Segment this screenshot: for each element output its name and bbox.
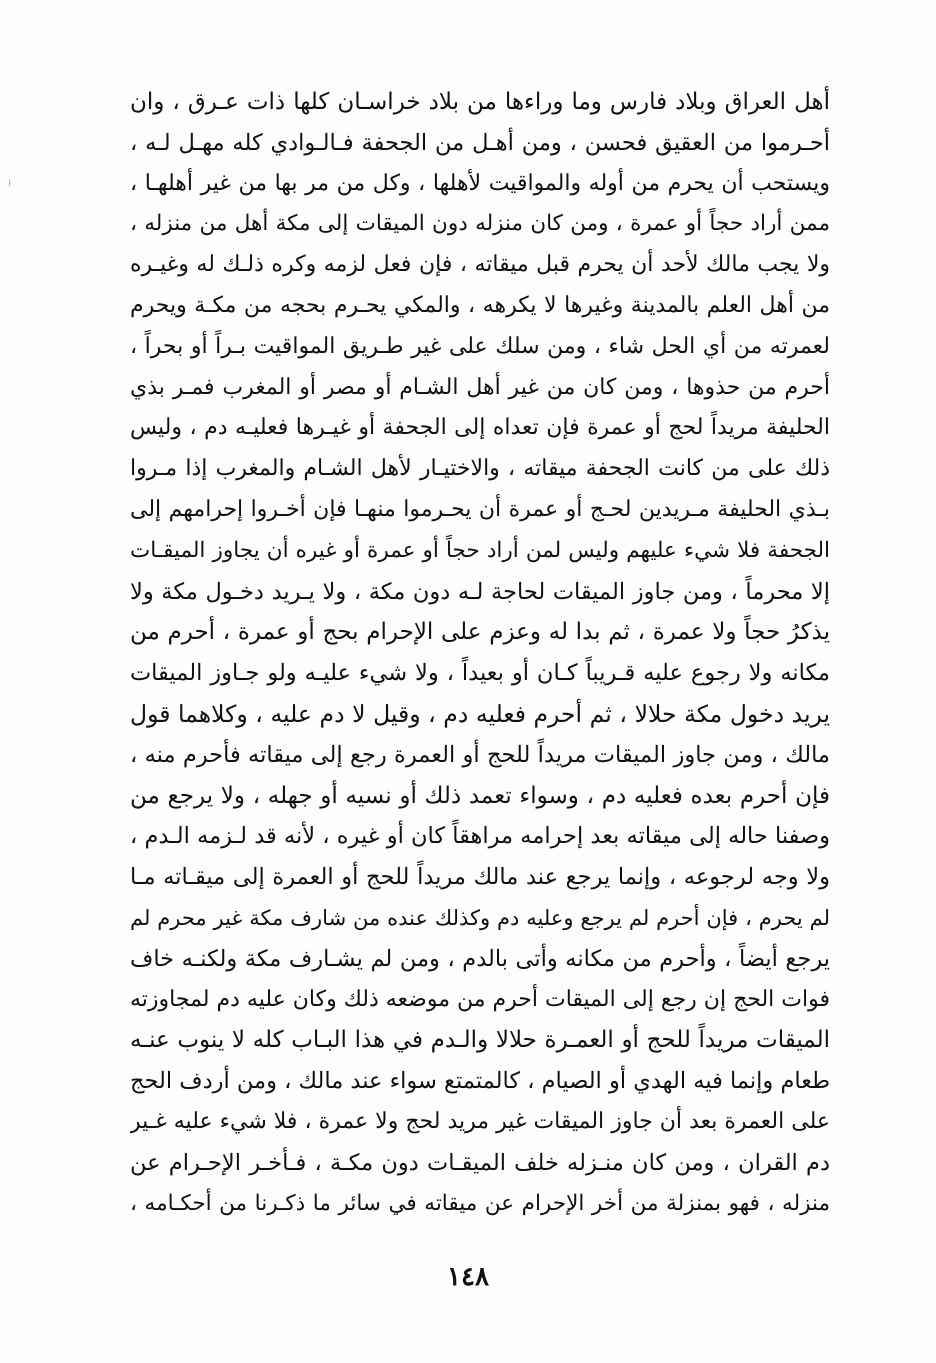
text-line: الميقات مريداً للحج أو العمـرة حلالا والـدم في هذا البـاب كله لا ينوب عنـه bbox=[130, 1027, 830, 1054]
text-line: لعمرته من أي الحل شاء ، ومن سلك على غير طـريق المواقيت بـراً أو بحراً ، bbox=[130, 333, 830, 359]
text-line: إلا محرماً ، ومن جاوز الميقات لحاجة لـه دون مكة ، ولا يـريد دخـول مكة ولا bbox=[130, 578, 830, 605]
text-line: أهل العراق وبلاد فارس وما وراءها من بلاد خراسـان كلها ذات عـرق ، وان bbox=[130, 89, 830, 115]
text-line: فإن أحرم بعده فعليه دم ، وسواء تعمد ذلك أو نسيه أو جهله ، ولا يرجع من bbox=[130, 782, 830, 809]
text-line: من أهل العلم بالمدينة وغيرها لا يكرهه ، والمكي يحـرم بحجه من مكـة ويحرم bbox=[130, 292, 830, 318]
text-line: ولا وجه لرجوعه ، وإنما يرجع عند مالك مريداً للحج أو العمرة إلى ميقـاته مـا bbox=[130, 864, 830, 891]
text-line: مكانه ولا رجوع عليه قـريباً كـان أو بعيداً ، ولا شيء عليـه ولو جـاوز الميقات bbox=[130, 660, 830, 687]
text-line: أحـرموا من العقيق فحسن ، ومن أهـل من الجحفة فـالـوادي كله مهـل لـه ، bbox=[130, 129, 830, 156]
text-line: ويستحب أن يحرم من أوله والمواقيت لأهلها ، وكل من مر بها من غير أهلهـا ، bbox=[130, 170, 830, 196]
body-text bbox=[130, 82, 830, 1224]
text-line: يرجع أيضاً ، وأحرم من مكانه وأتى بالدم ، ومن لم يشـارف مكة ولكنـه خاف bbox=[130, 945, 830, 972]
text-line: يريد دخول مكة حلالا ، ثم أحرم فعليه دم ، وقيل لا دم عليه ، وكلاهما قول bbox=[130, 699, 830, 728]
text-line: ممن أراد حجاً أو عمرة ، ومن كان منزله دون الميقات إلى مكة أهل من منزله ، bbox=[130, 211, 830, 237]
page-number: ١٤٨ bbox=[447, 1262, 489, 1292]
text-line: لم يحرم ، فإن أحرم لم يرجع وعليه دم وكذلك عنده من شارف مكة غير محرم لم bbox=[130, 905, 830, 930]
text-line: على العمرة بعد أن جاوز الميقات غير مريد لحج ولا عمرة ، فلا شيء عليه غـير bbox=[130, 1108, 830, 1134]
scan-mark: ⁞ bbox=[8, 178, 12, 189]
text-line: فوات الحج إن رجع إلى الميقات أحرم من موضعه ذلك وكان عليه دم لمجاوزته bbox=[130, 986, 830, 1012]
text-line: مالك ، ومن جاوز الميقات مريداً للحج أو العمرة رجع إلى ميقاته فأحرم منه ، bbox=[130, 741, 830, 768]
text-line: ولا يجب مالك لأحد أن يحرم قبل ميقاته ، فإن فعل لزمه وكره ذلـك له وغيـره bbox=[130, 252, 830, 278]
text-line: الجحفة فلا شيء عليهم وليس لمن أراد حجاً أو عمرة أو غيره أن يجاوز الميقـات bbox=[130, 537, 830, 563]
text-line: أحرم من حذوها ، ومن كان من غير أهل الشـام أو مصر أو المغرب فمـر بذي bbox=[130, 374, 830, 400]
text-line: وصفنا حاله إلى ميقاته بعد إحرامه مراهقاً كان أو غيره ، لأنه قد لـزمه الـدم ، bbox=[130, 823, 830, 850]
text-line: طعام وإنما فيه الهدي أو الصيام ، كالمتمتع سواء عند مالك ، ومن أردف الحج bbox=[130, 1068, 830, 1095]
text-line: بـذي الحليفة مـريدين لحـج أو عمرة أن يحـرموا منهـا فإن أخـروا إحرامهم إلى bbox=[130, 496, 830, 522]
text-line: دم القران ، ومن كان منـزله خلف الميقـات دون مكـة ، فـأخـر الإحـرام عن bbox=[130, 1149, 830, 1176]
text-line: منزله ، فهو بمنزلة من أخر الإحرام عن ميقاته في سائر ما ذكـرنا من أحكـامه ، bbox=[130, 1190, 830, 1216]
text-line: يذكرُ حجاً ولا عمرة ، ثم بدا له وعزم على الإحرام بحج أو عمرة ، أحرم من bbox=[130, 619, 830, 646]
text-line: ذلك على من كانت الجحفة ميقاته ، والاختيـار لأهل الشـام والمغرب إذا مـروا bbox=[130, 456, 830, 482]
text-line: الحليفة مريداً لحج أو عمرة فإن تعداه إلى الجحفة أو غيـرها فعليـه دم ، وليس bbox=[130, 415, 830, 441]
